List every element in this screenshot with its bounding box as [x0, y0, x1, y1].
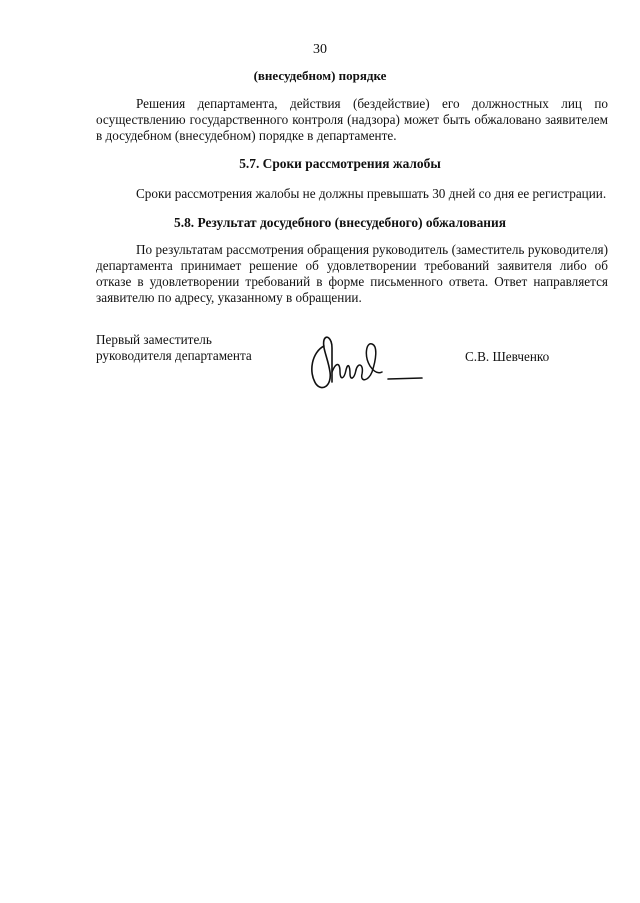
signatory-role	[96, 332, 296, 364]
section-5-7-text: Сроки рассмотрения жалобы не должны превышать 30 дней со дня ее регистрации.	[136, 186, 607, 201]
section-5-8-title: 5.8. Результат досудебного (внесудебного) обжалования	[174, 215, 506, 230]
paragraph-appeal-text: Решения департамента, действия (бездействие) его должностных лиц по осуществлению государственного контроля (надзора) может быть обжаловано заявителем в досудебном (внесудебном) порядке в департаменте.	[96, 96, 608, 143]
continued-heading: (внесудебном) порядке	[253, 68, 387, 83]
section-5-7-title: 5.7. Сроки рассмотрения жалобы	[239, 156, 441, 171]
section-5-8-text: По результатам рассмотрения обращения руководитель (заместитель руководителя) департамента принимает решение об удовлетворении требований заявителя либо об отказе в удовлетворении требований в форме письменного ответа. Ответ направляется заявителю по адресу, указанному в обращении.	[96, 242, 608, 305]
handwritten-signature	[302, 332, 427, 396]
page-number: 30	[313, 42, 327, 57]
signatory-name: С.В. Шевченко	[465, 349, 550, 364]
paragraph-appeal	[96, 96, 608, 144]
signatory-role-line-2: руководителя департамента	[96, 348, 252, 363]
signatory-role-line-1: Первый заместитель	[96, 332, 212, 347]
